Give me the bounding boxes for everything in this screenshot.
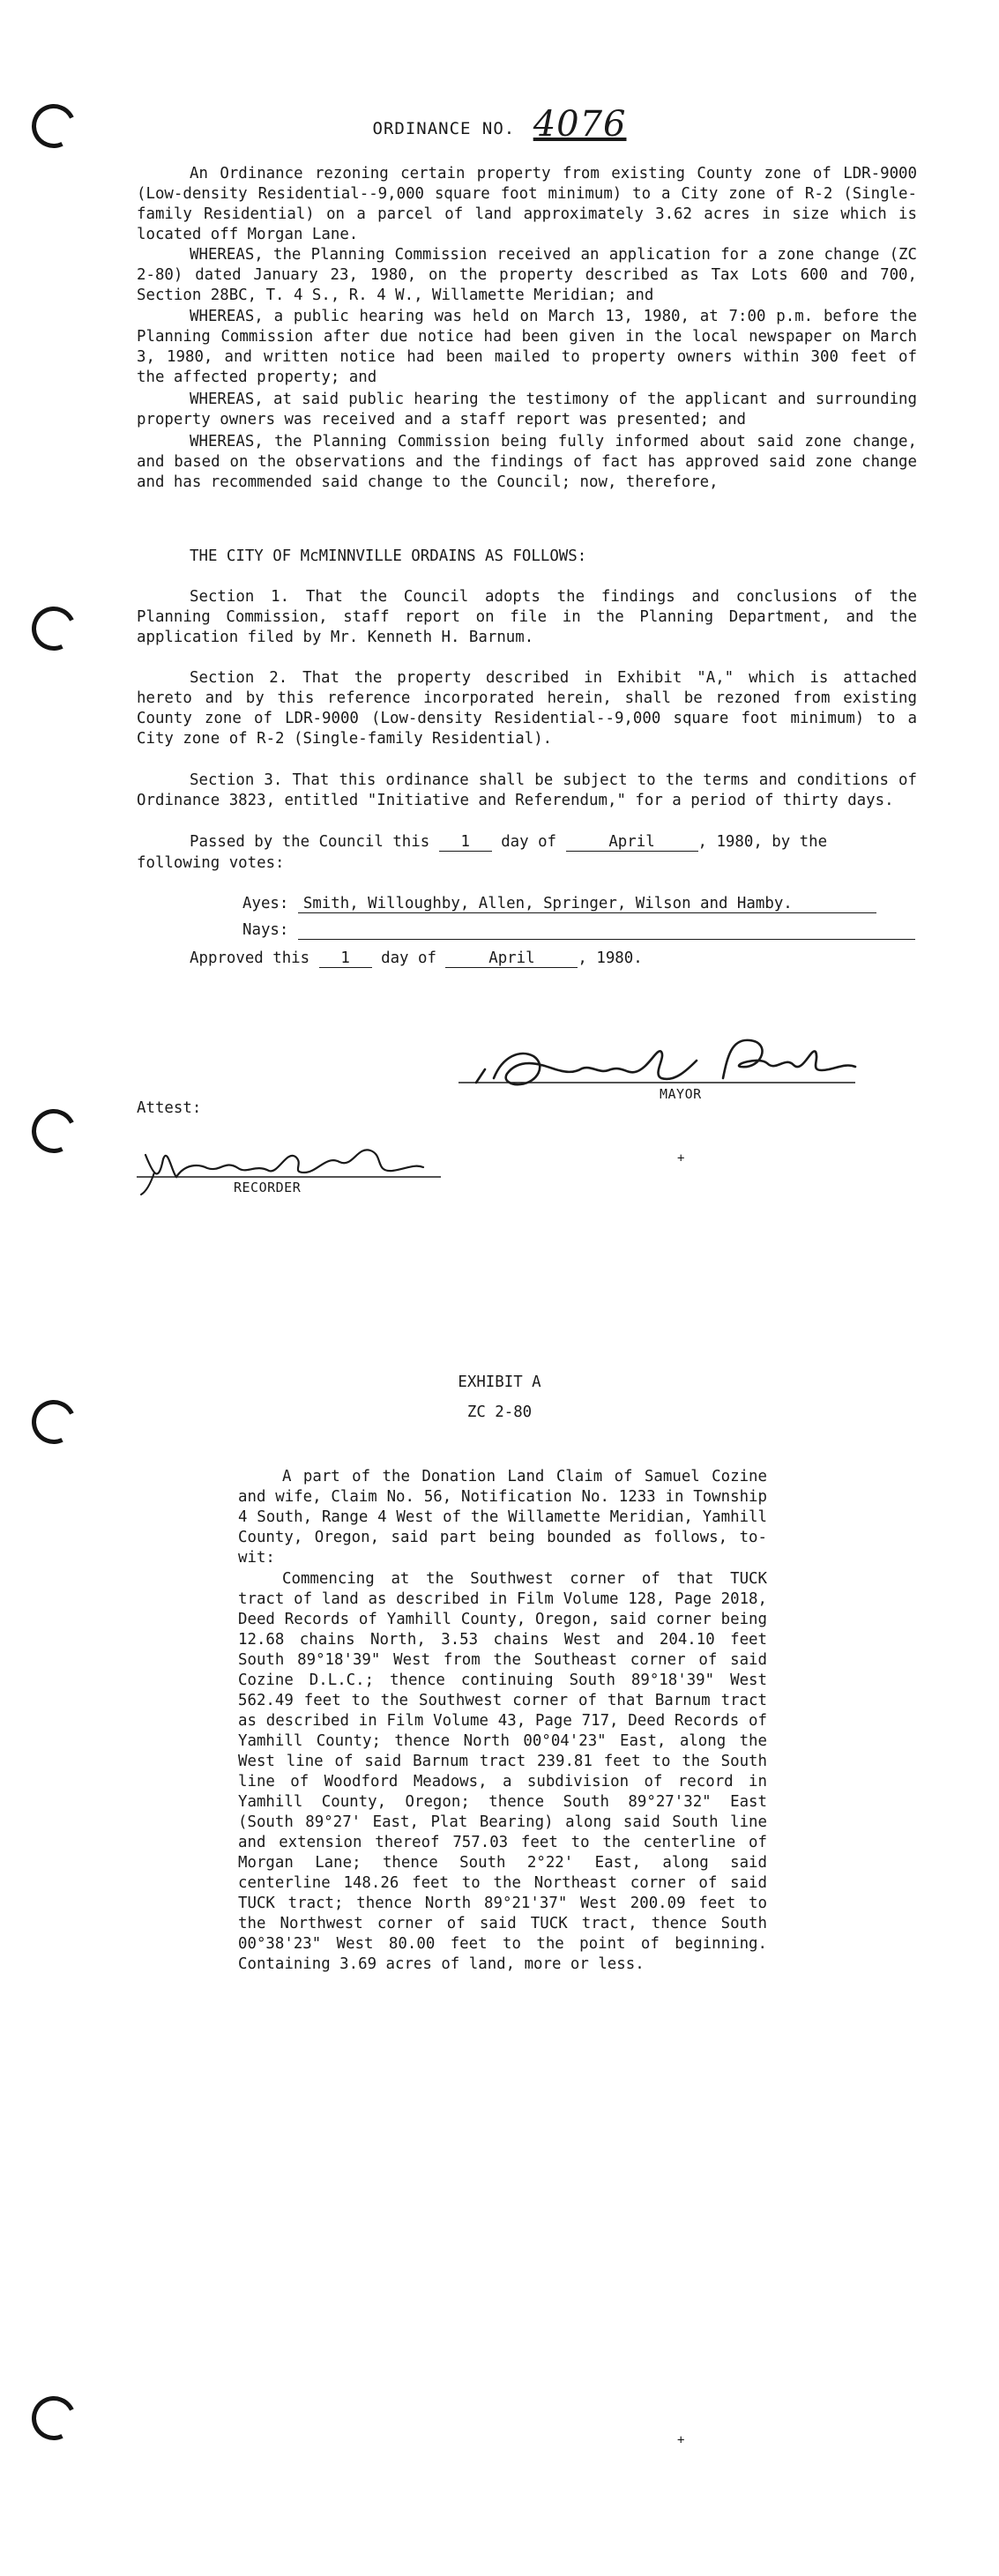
passed-suffix: , 1980, by the — [697, 833, 828, 851]
passed-day: 1 — [439, 833, 492, 852]
approved-day: 1 — [319, 949, 372, 968]
passed-month: April — [566, 833, 698, 852]
approved-middle: day of — [381, 949, 436, 967]
whereas-3: WHEREAS, at said public hearing the testimony of the applicant and surrounding property owners was received and a staff report was presented; and — [137, 391, 917, 428]
preamble: An Ordinance rezoning certain property from existing County zone of LDR-9000 (Low-density Residential--9,000 square foot minimum) to a City zone of R-2 (Single-family Residential) on a parcel of land approximately 3.62 acres in size which is located off Morgan Lane. — [137, 165, 917, 243]
punch-hole — [26, 1394, 82, 1450]
ordains-heading: THE CITY OF McMINNVILLE ORDAINS AS FOLLOWS: — [190, 547, 587, 565]
section-3: Section 3. That this ordinance shall be subject to the terms and conditions of Ordinance 3823, entitled "Initiative and Referendum," for a period of thirty days. — [137, 771, 917, 809]
approved-line — [190, 949, 643, 969]
section-1: Section 1. That the Council adopts the findings and conclusions of the Planning Commission, staff report on file in the Planning Department, and the application filed by Mr. Kenneth H. Barnum. — [137, 588, 917, 646]
punch-hole — [26, 600, 82, 657]
section-2: Section 2. That the property described in Exhibit "A," which is attached hereto and by this reference incorporated herein, shall be rezoned from existing County zone of LDR-9000 (Low-density Residential--9,000 square foot minimum) to a City zone of R-2 (Single-family Residential). — [137, 669, 917, 748]
mayor-label: MAYOR — [660, 1086, 702, 1102]
punch-hole — [26, 2390, 82, 2446]
exhibit-description: Commencing at the Southwest corner of that TUCK tract of land as described in Film Volume 128, Page 2018, Deed Records of Yamhill County, Oregon, said corner being 12.68 chains North, 3.53 chains West and 204.10 feet South 89°18'39" West from the Southeast corner of said Cozine D.L.C.; thence continuing South 89°18'39" West 562.49 feet to the Southwest corner of that Barnum tract as described in Film Volume 43, Page 717, Deed Records of Yamhill County; thence North 00°04'23" East, along the West line of said Barnum tract 239.81 feet to the South line of Woodford Meadows, a subdivision of record in Yamhill County, Oregon; thence South 89°27'32" East (South 89°27' East, Plat Bearing) along said South line and extension thereof 757.03 feet to the centerline of Morgan Lane; thence South 2°22' East, along said centerline 148.26 feet to the Northeast corner of said TUCK tract; thence North 89°21'37" West 200.09 feet to the Northwest corner of said TUCK tract, thence South 00°38'23" West 80.00 feet to the point of beginning. Containing 3.69 acres of land, more or less. — [238, 1570, 767, 1973]
whereas-4: WHEREAS, the Planning Commission being fully informed about said zone change, and based on the observations and the findings of fact has approved said zone change and has recommended said change to the Council; now, therefore, — [137, 433, 917, 491]
exhibit-subtitle: ZC 2-80 — [466, 1403, 533, 1421]
nays-value — [298, 921, 915, 940]
punch-hole — [26, 1103, 82, 1159]
nays-label: Nays: — [242, 921, 289, 939]
ordinance-number: 4076 — [533, 104, 627, 145]
nays-row — [242, 920, 915, 941]
whereas-1: WHEREAS, the Planning Commission received an application for a zone change (ZC 2-80) dated January 23, 1980, on the property described as Tax Lots 600 and 700, Section 28BC, T. 4 S., R. 4 W., Willamette Meridian; and — [137, 246, 917, 304]
recorder-label: RECORDER — [234, 1180, 302, 1195]
ayes-row — [242, 894, 876, 914]
ayes-label: Ayes: — [242, 895, 289, 912]
attest-label: Attest: — [137, 1099, 202, 1117]
whereas-2: WHEREAS, a public hearing was held on March 13, 1980, at 7:00 p.m. before the Planning Commission after due notice had been given in the local newspaper on March 3, 1980, and written notice had been mailed to property owners within 300 feet of the affected property; and — [137, 308, 917, 386]
passed-prefix: Passed by the Council this — [190, 833, 430, 851]
exhibit-intro: A part of the Donation Land Claim of Samuel Cozine and wife, Claim No. 56, Notification No. 1233 in Township 4 South, Range 4 West of the Willamette Meridian, Yamhill County, Oregon, said part being bounded as follows, to-wit: — [238, 1468, 767, 1567]
ordinance-title-label: ORDINANCE NO. — [372, 119, 516, 138]
approved-prefix: Approved this — [190, 949, 310, 967]
approved-month: April — [445, 949, 578, 968]
stray-mark: + — [677, 1151, 685, 1165]
passed-line — [190, 832, 827, 852]
passed-middle: day of — [501, 833, 557, 851]
approved-suffix: , 1980. — [578, 949, 643, 967]
passed-line-2: following votes: — [137, 854, 285, 872]
exhibit-title: EXHIBIT A — [458, 1374, 541, 1391]
stray-mark: + — [677, 2433, 685, 2447]
ayes-value: Smith, Willoughby, Allen, Springer, Wilson and Hamby. — [298, 895, 876, 913]
ordinance-title — [0, 104, 999, 145]
